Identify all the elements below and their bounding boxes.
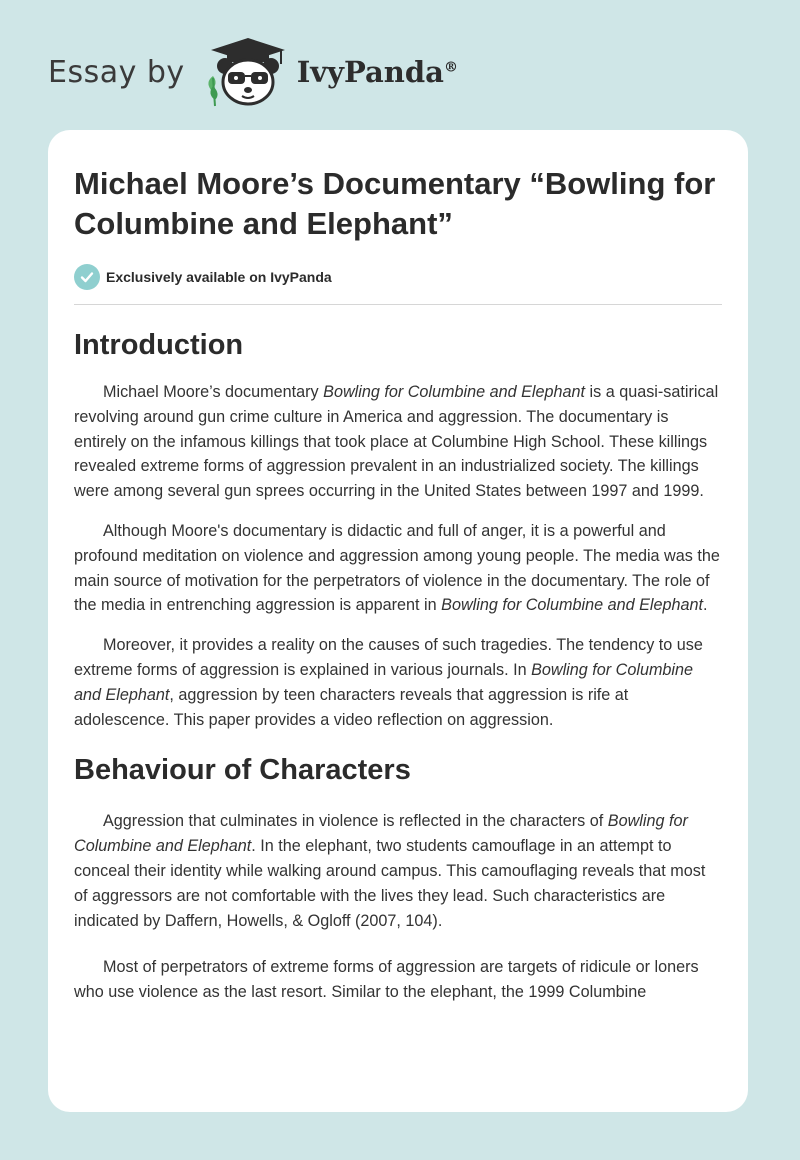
section-heading: Behaviour of Characters (74, 754, 411, 787)
registered-mark: ® (443, 59, 458, 76)
divider (74, 304, 722, 305)
paragraph: Moreover, it provides a reality on the causes of such tragedies. The tendency to use extreme forms of aggression is explained in various journals. In Bowling for Columbine and Elephant, aggression by teen characters reveals that aggression is rife at adolescence. This paper provides a video reflection on aggression. (74, 636, 703, 729)
site-header (48, 36, 458, 108)
paragraph: Although Moore's documentary is didactic and full of anger, it is a powerful and profound meditation on violence and aggression among young people. The media was the main source of motivation for the perpetrators of violence in the documentary. The role of the media in entrenching aggression is apparent in Bowling for Columbine and Elephant. (74, 521, 720, 615)
section-introduction (74, 327, 722, 732)
essay-card (48, 130, 748, 1112)
paragraph: Most of perpetrators of extreme forms of aggression are targets of ridicule or loners who use violence as the last resort. Similar to the elephant, the 1999 Columbine (74, 958, 699, 1002)
exclusive-badge (74, 262, 722, 292)
paragraph: Michael Moore’s documentary Bowling for Columbine and Elephant is a quasi-satirical revolving around gun crime culture in America and aggression. The documentary is entirely on the infamous killings that took place at Columbine High School. These killings revealed extreme forms of aggression prevalent in an industrialized society. The killings were among several gun sprees occurring in the United States between 1997 and 1999. (74, 383, 719, 501)
checkmark-icon (74, 264, 100, 290)
ivypanda-logo-icon[interactable] (203, 36, 293, 108)
paragraph: Aggression that culminates in violence is reflected in the characters of Bowling for Columbine and Elephant. In the elephant, two students camouflage in an attempt to conceal their identity while walking around campus. This camouflaging reveals that most of aggressors are not comfortable with the lives they lead. Such characteristics are indicated by Daffern, Howells, & Ogloff (2007, 104). (74, 812, 706, 930)
page-title: Michael Moore’s Documentary “Bowling for Columbine and Elephant” (74, 166, 716, 241)
brand-name: IvyPanda® (296, 55, 458, 89)
section-heading: Introduction (74, 329, 244, 361)
brand-prefix: Essay by (48, 54, 185, 90)
exclusive-label: Exclusively available on IvyPanda (106, 269, 332, 285)
section-behaviour-of-characters (74, 752, 722, 1005)
